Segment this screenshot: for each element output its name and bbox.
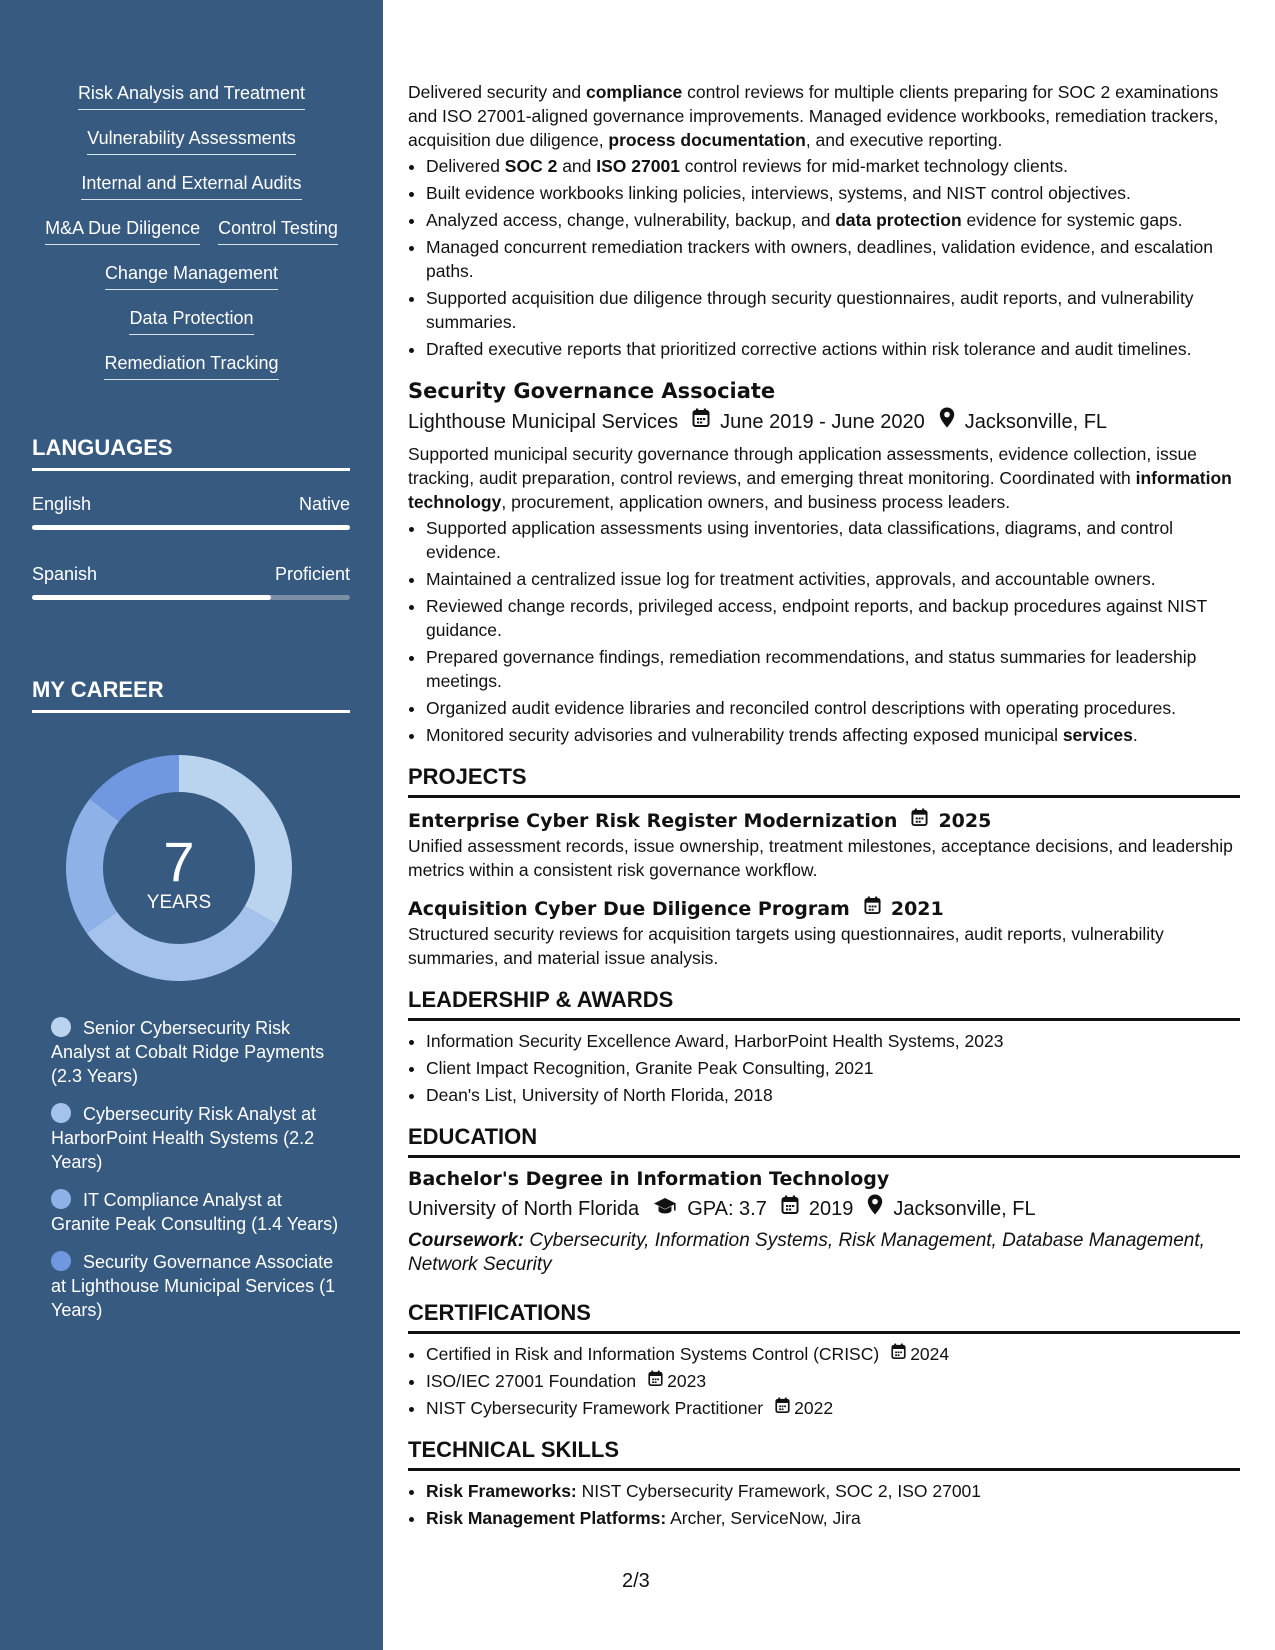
career-legend-label: IT Compliance Analyst at Granite Peak Consulting (1.4 Years) [51, 1190, 339, 1234]
career-legend-label: Senior Cybersecurity Risk Analyst at Cobalt Ridge Payments (2.3 Years) [51, 1018, 325, 1086]
calendar-icon [864, 896, 881, 922]
certification-item: • NIST Cybersecurity Framework Practitioner 2022 [426, 1396, 1240, 1420]
text: Delivered security and [408, 82, 586, 102]
award-item: • Client Impact Recognition, Granite Peak Consulting, 2021 [426, 1056, 1240, 1080]
certification-year: 2022 [794, 1398, 834, 1418]
certification-year: 2023 [667, 1371, 707, 1391]
job-title: Security Governance Associate [408, 379, 776, 403]
project-description: Unified assessment records, issue ownership, treatment milestones, acceptance decisions, and leadership metrics within a consistent risk governance workflow. [408, 836, 1233, 880]
donut-segment-1 [87, 906, 277, 981]
career-legend [51, 1016, 341, 1336]
bullet-item: • Managed concurrent remediation trackers with owners, deadlines, validation evidence, and escalation paths. [426, 235, 1240, 283]
project-description: Structured security reviews for acquisition targets using questionnaires, audit reports, vulnerability summaries, and material issue analysis. [408, 924, 1164, 968]
technical-skills-heading: TECHNICAL SKILLS [408, 1436, 1240, 1471]
skill-tag: Risk Analysis and Treatment [78, 82, 305, 110]
skill-tag: Data Protection [129, 307, 253, 335]
technical-skills-list [408, 1479, 1240, 1530]
career-legend-item [51, 1188, 341, 1236]
job-bullets [408, 154, 1240, 361]
skill-tag: Remediation Tracking [104, 352, 278, 380]
calendar-icon [891, 1342, 910, 1366]
skill-tag: Control Testing [218, 217, 338, 245]
graduation-cap-icon [653, 1195, 677, 1223]
gpa: GPA: 3.7 [687, 1197, 767, 1220]
skill-tag: Change Management [105, 262, 278, 290]
legend-dot [51, 1251, 71, 1271]
coursework-list: Cybersecurity, Information Systems, Risk Management, Database Management, Network Security [408, 1230, 1205, 1275]
project-name: Acquisition Cyber Due Diligence Program [408, 898, 850, 920]
calendar-icon [781, 1195, 799, 1223]
text: , and executive reporting. [805, 130, 1003, 150]
tech-skill-label: Risk Management Platforms: [426, 1508, 667, 1528]
award-item: • Dean's List, University of North Florida, 2018 [426, 1083, 1240, 1107]
language-proficiency-bar [32, 595, 350, 600]
career-total-years: 7 [163, 830, 195, 893]
bullet-item: • Delivered SOC 2 and ISO 27001 control reviews for mid-market technology clients. [426, 154, 1240, 178]
career-legend-item [51, 1250, 341, 1322]
main-content [408, 0, 1240, 1533]
calendar-icon [692, 408, 710, 436]
awards-list [408, 1029, 1240, 1107]
location-pin-icon [867, 1194, 883, 1223]
text: control reviews for multiple clients preparing for SOC 2 examinations and ISO 27001-aligned governance improvements. Managed evidence workbooks, remediation trackers, acquisition due diligence, [408, 82, 1219, 150]
career-donut-chart [66, 755, 292, 981]
bullet-item: • Built evidence workbooks linking policies, interviews, systems, and NIST control objectives. [426, 181, 1240, 205]
page-number: 2/3 [622, 1570, 650, 1592]
language-level: Proficient [274, 564, 350, 584]
certification-item: • Certified in Risk and Information Systems Control (CRISC) 2024 [426, 1342, 1240, 1366]
education-heading: EDUCATION [408, 1123, 1240, 1158]
company-name: Lighthouse Municipal Services [408, 410, 679, 433]
certifications-heading: CERTIFICATIONS [408, 1299, 1240, 1334]
bullet-item: • Organized audit evidence libraries and reconciled control descriptions with operating procedures. [426, 696, 1240, 720]
job-meta [408, 407, 1240, 436]
calendar-icon [648, 1369, 667, 1393]
skill-row [20, 352, 363, 397]
graduation-year: 2019 [808, 1197, 854, 1220]
job-dates: June 2019 - June 2020 [720, 410, 925, 433]
certification-item: • ISO/IEC 27001 Foundation 2023 [426, 1369, 1240, 1393]
text-bold: compliance [586, 82, 683, 102]
language-name: Spanish [32, 564, 98, 584]
languages-heading: LANGUAGES [32, 434, 350, 471]
skill-row [20, 172, 363, 217]
tech-skill-value: NIST Cybersecurity Framework, SOC 2, ISO 27001 [576, 1481, 982, 1501]
language-spanish [32, 563, 350, 600]
certifications-list [408, 1342, 1240, 1420]
award-item: • Information Security Excellence Award, HarborPoint Health Systems, 2023 [426, 1029, 1240, 1053]
tech-skill-label: Risk Frameworks: [426, 1481, 577, 1501]
career-legend-label: Cybersecurity Risk Analyst at HarborPoint Health Systems (2.2 Years) [51, 1104, 317, 1172]
tech-skill-item [426, 1506, 1240, 1530]
donut-segment-2 [66, 799, 119, 933]
skill-row [20, 217, 363, 262]
bullet-item: • Monitored security advisories and vulnerability trends affecting exposed municipal services. [426, 723, 1240, 747]
sidebar [0, 0, 383, 1650]
language-english [32, 493, 350, 530]
degree-title: Bachelor's Degree in Information Technology [408, 1168, 890, 1190]
career-legend-label: Security Governance Associate at Lighthouse Municipal Services (1 Years) [51, 1252, 336, 1320]
bullet-item: • Analyzed access, change, vulnerability, backup, and data protection evidence for systemic gaps. [426, 208, 1240, 232]
skill-row [20, 127, 363, 172]
tech-skill-value: Archer, ServiceNow, Jira [666, 1508, 861, 1528]
tech-skill-item [426, 1479, 1240, 1503]
skill-tag: Vulnerability Assessments [87, 127, 295, 155]
skill-row [20, 82, 363, 127]
skill-row [20, 262, 363, 307]
coursework-label: Coursework: [408, 1230, 525, 1251]
legend-dot [51, 1103, 71, 1123]
job-bullets [408, 516, 1240, 747]
language-name: English [32, 494, 92, 514]
school-location: Jacksonville, FL [893, 1197, 1036, 1220]
project-title [408, 896, 1240, 922]
project-year: 2021 [890, 898, 944, 920]
bullet-item: • Prepared governance findings, remediation recommendations, and status summaries for leadership meetings. [426, 645, 1240, 693]
job-summary [408, 80, 1240, 152]
bullet-item: • Maintained a centralized issue log for treatment activities, approvals, and accountable owners. [426, 567, 1240, 591]
legend-dot [51, 1189, 71, 1209]
bullet-item: • Supported acquisition due diligence through security questionnaires, audit reports, and vulnerability summaries. [426, 286, 1240, 334]
language-level: Native [298, 494, 350, 514]
career-legend-item [51, 1102, 341, 1174]
skill-tag: Internal and External Audits [81, 172, 301, 200]
career-total-unit: YEARS [146, 892, 212, 913]
bullet-item: • Reviewed change records, privileged access, endpoint reports, and backup procedures against NIST guidance. [426, 594, 1240, 642]
job-summary: Supported municipal security governance through application assessments, evidence collection, issue tracking, audit preparation, control reviews, and emerging threat monitoring. Coordinated with information technology, procurement, application owners, and business process leaders. [408, 444, 1232, 512]
skill-row [20, 307, 363, 352]
project-name: Enterprise Cyber Risk Register Modernization [408, 810, 898, 832]
school-name: University of North Florida [408, 1197, 640, 1220]
language-proficiency-fill [32, 595, 271, 600]
skills-list [20, 82, 363, 397]
projects-heading: PROJECTS [408, 763, 1240, 798]
coursework [408, 1229, 1240, 1277]
text-bold: process documentation [608, 130, 806, 150]
project-title [408, 808, 1240, 834]
certification-year: 2024 [910, 1344, 950, 1364]
location-pin-icon [939, 407, 955, 436]
skill-tag: M&A Due Diligence [45, 217, 200, 245]
awards-heading: LEADERSHIP & AWARDS [408, 986, 1240, 1021]
calendar-icon [911, 808, 928, 834]
career-heading: MY CAREER [32, 676, 350, 713]
calendar-icon [775, 1396, 794, 1420]
job-location: Jacksonville, FL [964, 410, 1108, 433]
language-proficiency-bar [32, 525, 350, 530]
bullet-item: • Supported application assessments using inventories, data classifications, diagrams, and control evidence. [426, 516, 1240, 564]
language-proficiency-fill [32, 525, 350, 530]
legend-dot [51, 1017, 71, 1037]
bullet-item: • Drafted executive reports that prioritized corrective actions within risk tolerance and audit timelines. [426, 337, 1240, 361]
career-legend-item [51, 1016, 341, 1088]
education-meta [408, 1194, 1240, 1223]
project-year: 2025 [938, 810, 992, 832]
